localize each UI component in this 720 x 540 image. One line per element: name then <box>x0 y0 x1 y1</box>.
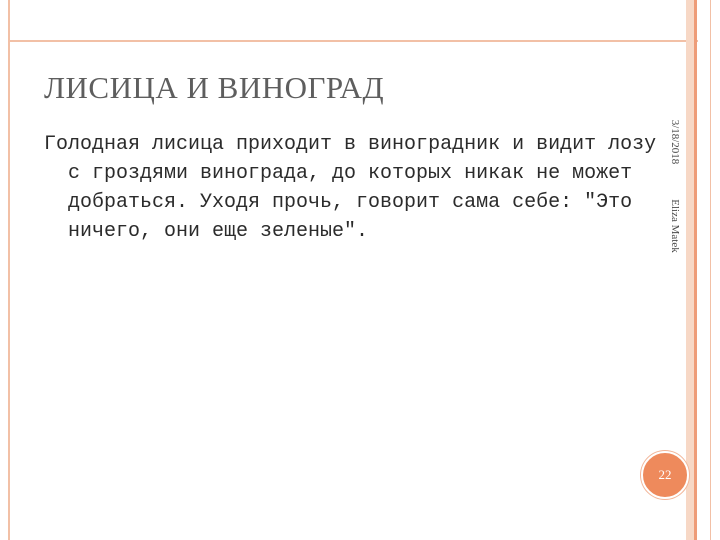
slide-date: 3/18/2018 <box>669 119 681 165</box>
slide-author: Eliza Matek <box>669 199 681 253</box>
frame-right-line <box>694 0 697 540</box>
frame-left-line <box>8 0 10 540</box>
frame-right-edge <box>710 0 711 540</box>
slide-body-text: Голодная лисица приходит в виноградник и видит лозу с гроздями винограда, до которых никак не может добраться. Уходя прочь, говорит сама себе: "Это ничего, они еще зеленые". <box>44 133 657 243</box>
page-number-badge <box>641 451 689 499</box>
page-number: 22 <box>658 467 672 482</box>
slide-title: ЛИСИЦА И ВИНОГРАД <box>44 70 385 105</box>
frame-top-line <box>8 40 698 42</box>
frame-right-band <box>686 0 694 540</box>
